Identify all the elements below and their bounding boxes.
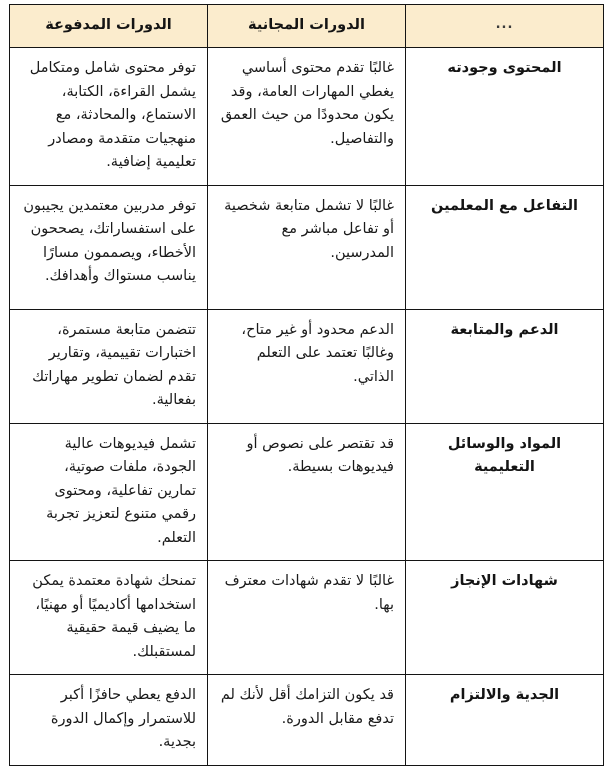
header-row <box>10 5 604 48</box>
cell-free-courses: الدعم محدود أو غير متاح، وغالبًا تعتمد على التعلم الذاتي. <box>208 309 406 423</box>
cell-free-courses: غالبًا لا تقدم شهادات معترف بها. <box>208 561 406 675</box>
table-row <box>10 309 604 423</box>
cell-free-courses: غالبًا تقدم محتوى أساسي يغطي المهارات العامة، وقد يكون محدودًا من حيث العمق والتفاصيل. <box>208 48 406 185</box>
column-header-free-courses: الدورات المجانية <box>208 5 406 48</box>
cell-paid-courses: توفر محتوى شامل ومتكامل يشمل القراءة، الكتابة، الاستماع، والمحادثة، مع منهجيات متقدمة ومصادر تعليمية إضافية. <box>10 48 208 185</box>
table-row <box>10 423 604 560</box>
cell-paid-courses: تتضمن متابعة مستمرة، اختبارات تقييمية، وتقارير تقدم لضمان تطوير مهاراتك بفعالية. <box>10 309 208 423</box>
cell-criterion: التفاعل مع المعلمين <box>406 185 604 309</box>
cell-free-courses: قد يكون التزامك أقل لأنك لم تدفع مقابل الدورة. <box>208 675 406 765</box>
table-row <box>10 185 604 309</box>
cell-paid-courses: الدفع يعطي حافزًا أكبر للاستمرار وإكمال الدورة بجدية. <box>10 675 208 765</box>
cell-criterion: المواد والوسائل التعليمية <box>406 423 604 560</box>
column-header-paid-courses: الدورات المدفوعة <box>10 5 208 48</box>
cell-criterion: المحتوى وجودته <box>406 48 604 185</box>
cell-paid-courses: تمنحك شهادة معتمدة يمكن استخدامها أكاديميًا أو مهنيًا، ما يضيف قيمة حقيقية لمستقبلك. <box>10 561 208 675</box>
cell-criterion: الجدية والالتزام <box>406 675 604 765</box>
table-row <box>10 675 604 765</box>
cell-paid-courses: توفر مدربين معتمدين يجيبون على استفساراتك، يصححون الأخطاء، ويصممون مسارًا يناسب مستواك وأهدافك. <box>10 185 208 309</box>
table-header <box>10 5 604 48</box>
cell-free-courses: قد تقتصر على نصوص أو فيديوهات بسيطة. <box>208 423 406 560</box>
cell-paid-courses: تشمل فيديوهات عالية الجودة، ملفات صوتية، تمارين تفاعلية، ومحتوى رقمي متنوع لتعزيز تجربة التعلم. <box>10 423 208 560</box>
courses-comparison-table <box>9 4 604 766</box>
cell-criterion: الدعم والمتابعة <box>406 309 604 423</box>
column-header-criterion: ... <box>406 5 604 48</box>
table-row <box>10 48 604 185</box>
table-body <box>10 48 604 765</box>
table-row <box>10 561 604 675</box>
cell-criterion: شهادات الإنجاز <box>406 561 604 675</box>
cell-free-courses: غالبًا لا تشمل متابعة شخصية أو تفاعل مباشر مع المدرسين. <box>208 185 406 309</box>
